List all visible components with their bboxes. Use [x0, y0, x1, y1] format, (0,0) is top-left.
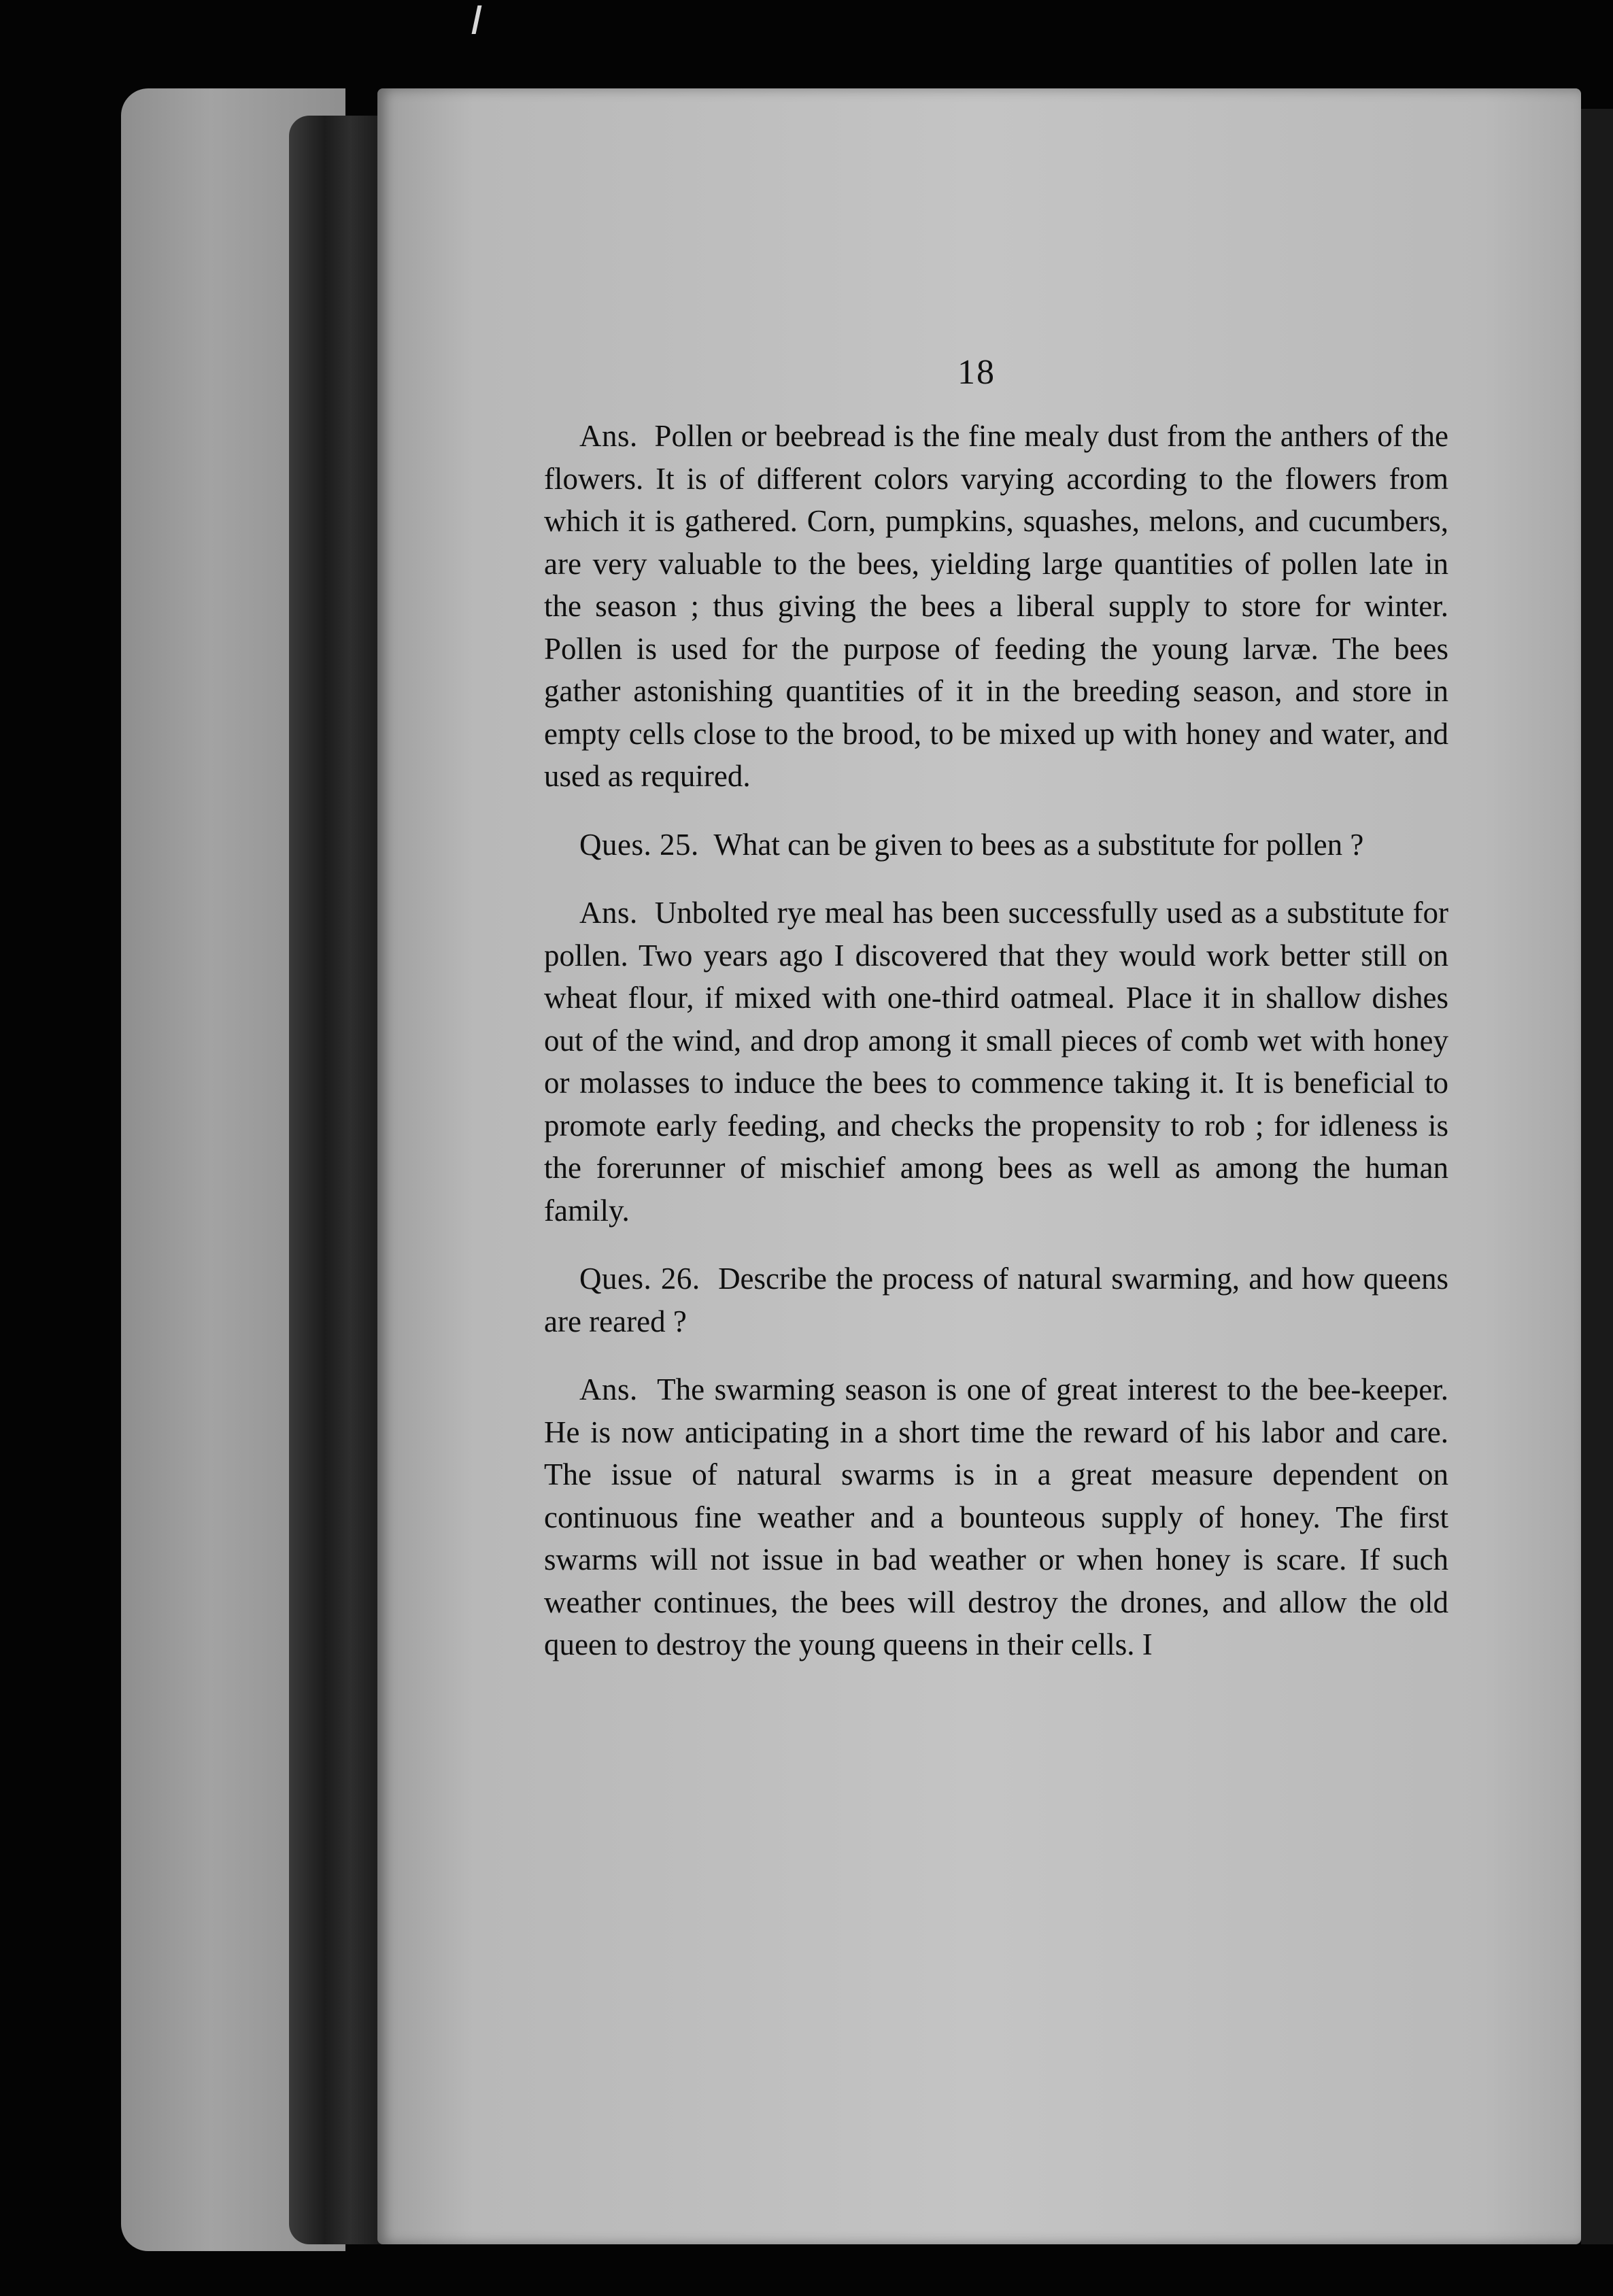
paragraph-text: Unbolted rye meal has been successfully used as a substitute for pollen. Two years ago I discovered that they would work better still on wheat flour, if mixed with one-third oatmeal. Place it in shallow dishes out of the wind, and drop among it small pieces of comb wet with honey or molasses to induce the bees to commence taking it. It is beneficial to promote early feeding, and checks the propensity to rob ; for idleness is the forerunner of mischief among bees as well as among the human family. [544, 896, 1449, 1228]
paragraph-label: Ans. [579, 1372, 638, 1406]
paragraph-text: Describe the process of natural swarming, and how queens are reared ? [544, 1262, 1448, 1338]
answer-paragraph-swarming [544, 1368, 1448, 1666]
answer-paragraph-substitute [544, 892, 1448, 1232]
page-text [544, 415, 1448, 1666]
paragraph-text: The swarming season is one of great interest to the bee-keeper. He is now anticipating in a short time the reward of his labor and care. The issue of natural swarms is in a great measure dependent on continuous fine weather and a bounteous supply of honey. The first swarms will not issue in bad weather or when honey is scare. If such weather continues, the bees will destroy the drones, and allow the old queen to destroy the young queens in their cells. I [544, 1372, 1448, 1661]
question-paragraph-26 [544, 1257, 1448, 1343]
paragraph-label: Ans. [579, 419, 638, 453]
page-number: 18 [957, 353, 996, 392]
paragraph-text: Pollen or beebread is the fine mealy dust from the anthers of the flowers. It is of different colors varying according to the flowers from which it is gathered. Corn, pumpkins, squashes, melons, and cucumbers, are very valuable to the bees, yielding large quantities of pollen late in the season ; thus giving the bees a liberal supply to store for winter. Pollen is used for the purpose of feeding the young larvæ. The bees gather astonishing quantities of it in the breeding season, and store in empty cells close to the brood, to be mixed up with honey and water, and used as required. [544, 419, 1448, 793]
paragraph-label: Ques. 26. [579, 1262, 700, 1296]
facing-page-edge [1581, 109, 1613, 2244]
answer-paragraph-pollen [544, 415, 1448, 798]
paragraph-label: Ques. 25. [579, 827, 699, 862]
book-spine [289, 116, 391, 2244]
question-paragraph-25 [544, 824, 1448, 866]
paragraph-label: Ans. [579, 896, 638, 930]
paragraph-text: What can be given to bees as a substitute for pollen ? [713, 827, 1364, 862]
